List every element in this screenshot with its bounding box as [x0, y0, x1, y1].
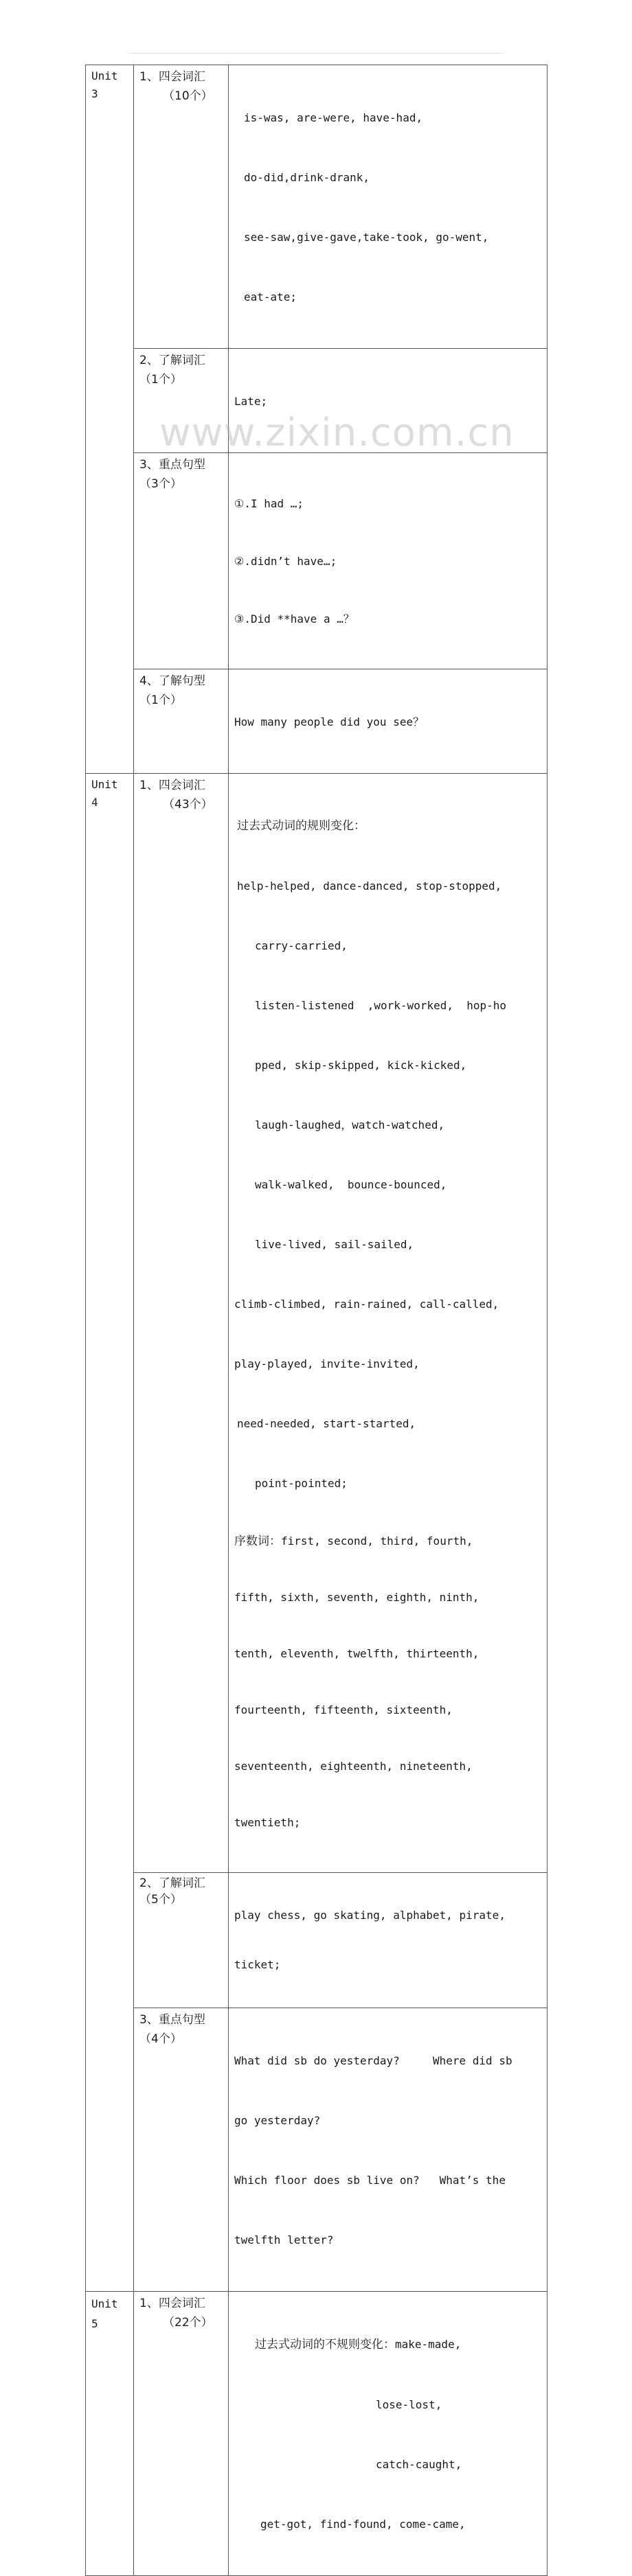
content-line: What did sb do yesterday? Where did sb: [234, 2054, 512, 2067]
table-row: [86, 453, 548, 669]
unit-word: Unit: [91, 778, 118, 791]
content-line: laugh-laughed，watch-watched,: [255, 1118, 445, 1131]
unit-number: 4: [91, 796, 98, 809]
content-line: tenth, eleventh, twelfth, thirteenth,: [234, 1647, 479, 1660]
category-count: （3个）: [139, 477, 182, 491]
content-line: fourteenth, fifteenth, sixteenth,: [234, 1703, 453, 1716]
content-heading-line: [234, 2334, 543, 2355]
category-label: 3、重点句型: [139, 2013, 205, 2027]
content-line: ③.Did **have a …？: [234, 612, 354, 625]
content-line: carry-carried,: [255, 939, 348, 952]
category-count: （43个）: [163, 798, 213, 812]
content-line: How many people did you see？: [234, 715, 425, 728]
unit-number: 3: [91, 87, 98, 100]
unit-label: [86, 774, 133, 812]
ordinal-words: first, second, third, fourth,: [281, 1534, 473, 1548]
content-heading-tail: make-made,: [395, 2338, 462, 2351]
content-heading: 过去式动词的规则变化：: [237, 819, 365, 833]
category-cell: [134, 2292, 228, 2332]
content-line: pped, skip-skipped, kick-kicked,: [255, 1059, 467, 1072]
category-cell: [134, 774, 228, 814]
category-label: 2、了解词汇: [139, 354, 205, 367]
content-line: ②.didn’t have…;: [234, 555, 337, 568]
content-line: listen-listened ,work-worked, hop-ho: [255, 999, 507, 1012]
table-row: [86, 2292, 548, 2576]
content-line: catch-caught,: [376, 2458, 462, 2471]
content-line: get-got, find-found, come-came,: [260, 2518, 466, 2531]
content-line: go yesterday?: [234, 2114, 321, 2127]
content-line: Late;: [234, 395, 268, 408]
content-line: seventeenth, eighteenth, nineteenth,: [234, 1760, 473, 1773]
watermark: www.zixin.com.cn: [159, 411, 515, 455]
table-row: [86, 774, 548, 1873]
ordinal-label: 序数词：: [234, 1534, 281, 1548]
page-header-rule: [127, 53, 505, 54]
category-cell: [134, 1873, 228, 1908]
content-line: ticket;: [234, 1958, 281, 1971]
category-label: 1、四会词汇: [139, 70, 205, 84]
unit-label: [86, 65, 133, 103]
category-label: 1、四会词汇: [139, 779, 205, 792]
content-line: lose-lost,: [376, 2398, 442, 2411]
category-cell: [134, 65, 228, 106]
content-line: twentieth;: [234, 1816, 301, 1829]
unit-word: Unit: [91, 2297, 118, 2310]
content-cell: [229, 669, 547, 773]
content-line: is-was, are-were, have-had,: [244, 111, 423, 124]
footer-mark: [303, 833, 328, 839]
content-line: climb-climbed, rain-rained, call-called,: [234, 1298, 499, 1311]
content-line: twelfth letter?: [234, 2233, 334, 2246]
content-cell: [229, 774, 547, 1872]
content-line: need-needed, start-started,: [237, 1417, 416, 1430]
category-count: （5个）: [139, 1893, 182, 1907]
category-label: 3、重点句型: [139, 458, 205, 472]
content-cell: [229, 2008, 547, 2291]
content-line: fifth, sixth, seventh, eighth, ninth,: [234, 1591, 479, 1604]
content-line: see-saw,give-gave,take-took, go-went,: [244, 231, 489, 244]
category-label: 1、四会词汇: [139, 2297, 205, 2310]
content-line: help-helped, dance-danced, stop-stopped,: [237, 879, 502, 893]
category-cell: [134, 349, 228, 389]
content-cell: [229, 1873, 547, 2008]
table-row: [86, 669, 548, 774]
content-cell: [229, 453, 547, 669]
content-line: walk-walked, bounce-bounced,: [255, 1178, 447, 1191]
category-label: 2、了解词汇: [139, 1876, 205, 1890]
content-line: play-played, invite-invited,: [234, 1357, 420, 1370]
content-line: play chess, go skating, alphabet, pirate,: [234, 1909, 506, 1922]
content-line: point-pointed;: [255, 1477, 348, 1490]
content-line: live-lived, sail-sailed,: [255, 1238, 414, 1251]
table-row: [86, 2008, 548, 2292]
content-line: ①.I had …;: [234, 497, 304, 510]
unit-label: [86, 2292, 133, 2334]
table-row: [86, 349, 548, 453]
category-count: （1个）: [139, 373, 182, 387]
category-count: （4个）: [139, 2032, 182, 2046]
category-count: （10个）: [163, 89, 213, 103]
unit-word: Unit: [91, 69, 118, 82]
table-row: [86, 1873, 548, 2008]
vocabulary-table: [85, 65, 548, 2576]
content-line: do-did,drink-drank,: [244, 171, 370, 184]
content-cell: [229, 2292, 547, 2575]
category-label: 4、了解句型: [139, 674, 205, 688]
category-cell: [134, 453, 228, 494]
ordinal-line: [234, 1533, 543, 1550]
category-count: （22个）: [163, 2316, 213, 2330]
content-cell: [229, 65, 547, 348]
category-count: （1个）: [139, 693, 182, 707]
unit-number: 5: [91, 2317, 98, 2330]
content-heading: 过去式动词的不规则变化：: [255, 2338, 395, 2351]
content-cell: [229, 349, 547, 452]
category-cell: [134, 669, 228, 710]
content-line: Which floor does sb live on? What’s the: [234, 2174, 506, 2187]
category-cell: [134, 2008, 228, 2049]
table-row: [86, 65, 548, 349]
content-line: eat-ate;: [244, 290, 297, 303]
